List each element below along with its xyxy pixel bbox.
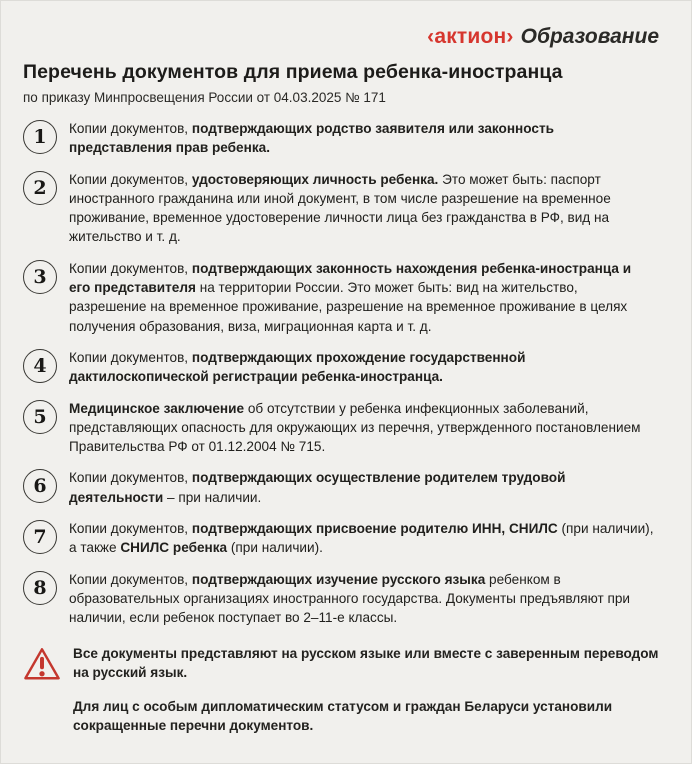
text-run: Копии документов, bbox=[69, 470, 192, 486]
list-item bbox=[23, 259, 661, 336]
item-text bbox=[69, 259, 655, 336]
text-run: Копии документов, bbox=[69, 521, 192, 537]
list-item bbox=[23, 519, 661, 558]
list-item bbox=[23, 468, 661, 507]
item-number-badge: 6 bbox=[23, 469, 57, 503]
text-run: Копии документов, bbox=[69, 121, 192, 136]
item-number-badge: 1 bbox=[23, 120, 57, 154]
item-number-badge: 5 bbox=[23, 400, 57, 434]
brand-logo-obrazovanie: Образование bbox=[520, 25, 659, 48]
page-title: Перечень документов для приема ребенка-иностранца bbox=[23, 61, 563, 83]
text-run: на территории России. Это может быть: вид на жительство, разрешение на временное проживание, разрешение на временное проживание в целях получения образования, виза, миграционная карта и т. д. bbox=[69, 280, 628, 334]
list-item bbox=[23, 170, 661, 247]
list-item bbox=[23, 570, 661, 628]
warning-triangle-icon bbox=[23, 646, 61, 682]
brand-logo-aktion: ‹актион› bbox=[427, 25, 514, 48]
item-text bbox=[69, 170, 655, 247]
warning-texts bbox=[73, 644, 659, 736]
text-run: Копии документов, bbox=[69, 349, 192, 365]
text-run: – при наличии. bbox=[163, 489, 262, 505]
text-run: (при наличии), а также bbox=[69, 521, 654, 556]
warning-paragraph: Для лиц с особым дипломатическим статусом и граждан Беларуси установили сокращенные перечни документов. bbox=[73, 699, 613, 734]
item-text bbox=[69, 468, 655, 507]
text-run: подтверждающих родство заявителя или законность представления прав ребенка. bbox=[69, 121, 554, 156]
document-list bbox=[23, 119, 661, 628]
item-number-badge: 4 bbox=[23, 349, 57, 383]
text-run: Копии документов, bbox=[69, 260, 192, 276]
brand-logo bbox=[23, 25, 661, 49]
item-number-badge: 3 bbox=[23, 260, 57, 294]
text-run: об отсутствии у ребенка инфекционных заболеваний, представляющих опасность для окружающих из перечня, утвержденного постановлением Правительства РФ от 01.12.2004 № 715. bbox=[69, 400, 641, 455]
text-run: удостоверяющих личность ребенка. bbox=[191, 171, 439, 187]
page-subtitle: по приказу Минпросвещения России от 04.03.2025 № 171 bbox=[23, 90, 386, 105]
item-text bbox=[69, 348, 655, 387]
list-item bbox=[23, 348, 661, 387]
text-run: Это может быть: паспорт иностранного гражданина или иной документ, в том числе разрешение на временное проживание, временное удостоверение личности лица без гражданства в РФ, вид на жительство и т. д. bbox=[69, 171, 611, 245]
text-run: подтверждающих изучение русского языка bbox=[191, 571, 486, 587]
text-run: (при наличии). bbox=[227, 540, 323, 556]
item-text bbox=[69, 570, 655, 628]
text-run: ребенком в образовательных организациях иностранного государства. Документы предъявляют при наличии, если ребенок поступает во 2–11-е классы. bbox=[69, 571, 631, 626]
text-run: Копии документов, bbox=[69, 571, 192, 587]
text-run: подтверждающих присвоение родителю ИНН, СНИЛС bbox=[191, 521, 558, 537]
item-number-badge: 8 bbox=[23, 571, 57, 605]
item-text bbox=[69, 519, 655, 558]
item-text bbox=[69, 399, 655, 457]
text-run: подтверждающих прохождение государственной дактилоскопической регистрации ребенка-иностранца. bbox=[69, 349, 526, 385]
text-run: подтверждающих осуществление родителем трудовой деятельности bbox=[69, 470, 566, 505]
item-text bbox=[69, 119, 655, 158]
text-run: СНИЛС ребенка bbox=[120, 540, 228, 556]
text-run: подтверждающих законность нахождения ребенка-иностранца и его представителя bbox=[69, 260, 632, 296]
text-run: Медицинское заключение bbox=[69, 400, 245, 416]
warning-block bbox=[23, 644, 661, 736]
list-item bbox=[23, 399, 661, 457]
text-run: Копии документов, bbox=[69, 171, 192, 187]
warning-paragraph: Все документы представляют на русском языке или вместе с заверенным переводом на русский язык. bbox=[73, 645, 659, 680]
item-number-badge: 7 bbox=[23, 520, 57, 554]
item-number-badge: 2 bbox=[23, 171, 57, 205]
list-item bbox=[23, 119, 661, 158]
